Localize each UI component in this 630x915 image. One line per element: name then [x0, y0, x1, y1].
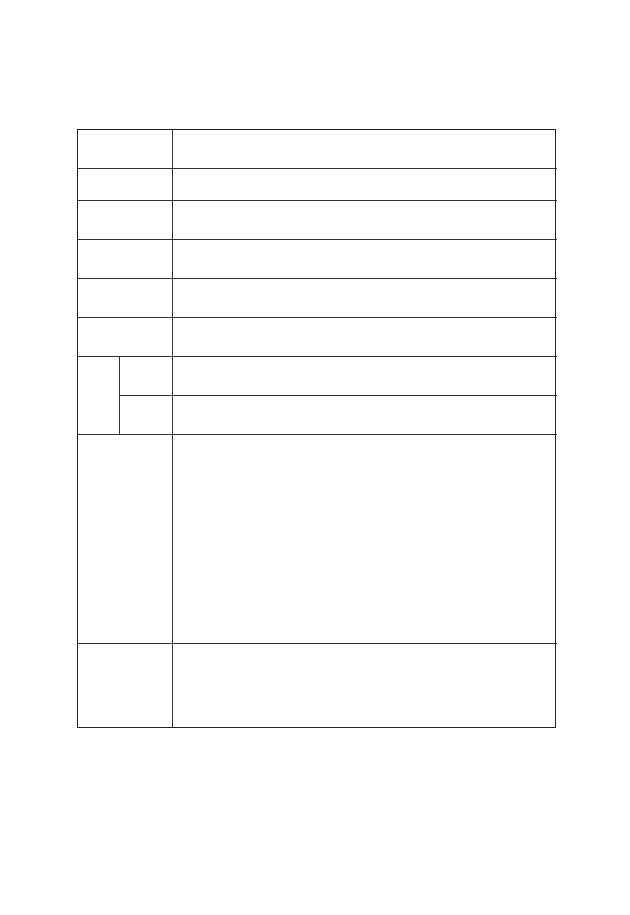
row-divider — [78, 200, 557, 201]
row-divider — [78, 168, 557, 169]
row-divider — [78, 239, 557, 240]
row-divider — [78, 317, 557, 318]
column-divider — [119, 356, 120, 434]
row-divider — [78, 643, 557, 644]
row-divider — [78, 434, 557, 435]
row-divider — [78, 356, 557, 357]
row-divider — [78, 278, 557, 279]
report-table — [77, 129, 556, 728]
row-divider — [119, 395, 557, 396]
column-divider — [172, 130, 173, 728]
